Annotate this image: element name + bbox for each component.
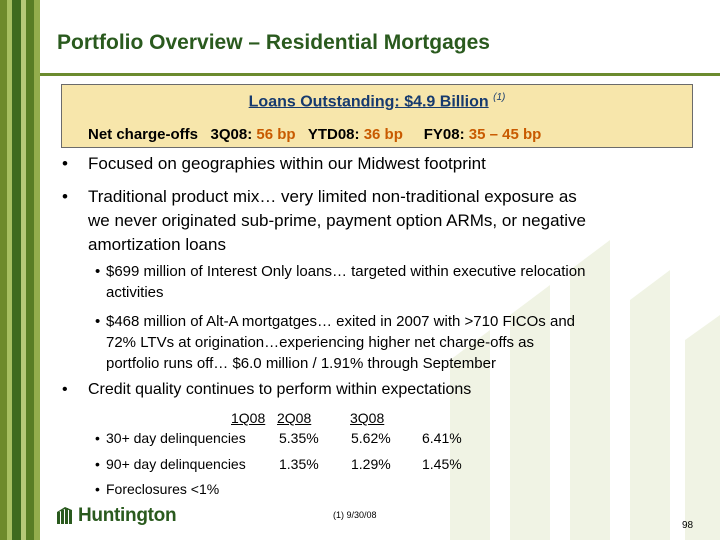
- nco-fy-label: FY08:: [423, 126, 465, 143]
- col-header-3q08: 3Q08: [350, 410, 385, 426]
- sub-bullet-text-line: $699 million of Interest Only loans… targeted within executive relocation: [106, 263, 586, 280]
- nco-ytd-value: 36 bp: [363, 126, 403, 143]
- bullet-dot-icon: •: [95, 481, 100, 497]
- sub-bullet-alt-a: [95, 311, 576, 374]
- row-label-30-day: 30+ day delinquencies: [106, 430, 246, 446]
- logo-text: Huntington: [78, 505, 177, 526]
- bullet-dot-icon: •: [95, 313, 101, 330]
- footnote: (1) 9/30/08: [333, 510, 377, 520]
- heading-footnote-ref: (1): [493, 92, 506, 103]
- bullet-dot-icon: •: [95, 263, 101, 280]
- cell-90-day-3q08: 1.45%: [422, 456, 462, 472]
- sub-bullet-text-line: 72% LTVs at origination…experiencing higher net charge-offs as: [106, 334, 535, 351]
- huntington-logo: [56, 505, 176, 527]
- bullet-dot-icon: •: [62, 381, 68, 398]
- net-charge-offs-line: [88, 126, 541, 143]
- decorative-stripes: [0, 0, 40, 540]
- sub-bullet-interest-only: [95, 261, 586, 303]
- nco-label: Net charge-offs: [88, 126, 199, 143]
- bullet-credit-quality: [62, 378, 472, 402]
- cell-90-day-1q08: 1.35%: [279, 456, 319, 472]
- bullet-dot-icon: •: [95, 430, 100, 446]
- nco-fy-value: 35 – 45 bp: [468, 126, 542, 143]
- nco-3q-value: 56 bp: [256, 126, 296, 143]
- col-header-2q08: 2Q08: [277, 410, 312, 426]
- bullet-text-line: amortization loans: [88, 235, 226, 254]
- row-label-90-day: 90+ day delinquencies: [106, 456, 246, 472]
- bullet-text: Focused on geographies within our Midwest footprint: [88, 154, 486, 173]
- nco-3q-label: 3Q08:: [210, 126, 253, 143]
- slide-title: Portfolio Overview – Residential Mortgages: [57, 31, 490, 54]
- cell-30-day-2q08: 5.62%: [351, 430, 391, 446]
- bullet-dot-icon: •: [95, 456, 100, 472]
- nco-ytd-label: YTD08:: [307, 126, 360, 143]
- bullet-dot-icon: •: [62, 154, 68, 173]
- cell-30-day-1q08: 5.35%: [279, 430, 319, 446]
- bullet-product-mix: [62, 185, 586, 257]
- sub-bullet-text-line: portfolio runs off… $6.0 million / 1.91% through September: [106, 355, 496, 372]
- bullet-geographies: [62, 152, 486, 176]
- cell-30-day-3q08: 6.41%: [422, 430, 462, 446]
- title-divider: [40, 73, 720, 76]
- col-header-1q08: 1Q08: [231, 410, 266, 426]
- callout-heading: [62, 92, 692, 111]
- bullet-text-line: Traditional product mix… very limited non-traditional exposure as: [88, 187, 577, 206]
- loans-callout-box: [61, 84, 693, 148]
- bullet-text-line: we never originated sub-prime, payment option ARMs, or negative: [88, 211, 586, 230]
- logo-mark-icon: [56, 507, 74, 525]
- cell-90-day-2q08: 1.29%: [351, 456, 391, 472]
- sub-bullet-text-line: activities: [106, 284, 164, 301]
- page-number: 98: [682, 520, 694, 531]
- row-label-foreclosures: Foreclosures <1%: [106, 481, 220, 497]
- sub-bullet-text-line: $468 million of Alt-A mortgatges… exited in 2007 with >710 FICOs and: [106, 313, 576, 330]
- bullet-dot-icon: •: [62, 187, 68, 206]
- loans-outstanding-heading: Loans Outstanding: $4.9 Billion: [248, 93, 489, 111]
- bullet-text: Credit quality continues to perform within expectations: [88, 381, 472, 398]
